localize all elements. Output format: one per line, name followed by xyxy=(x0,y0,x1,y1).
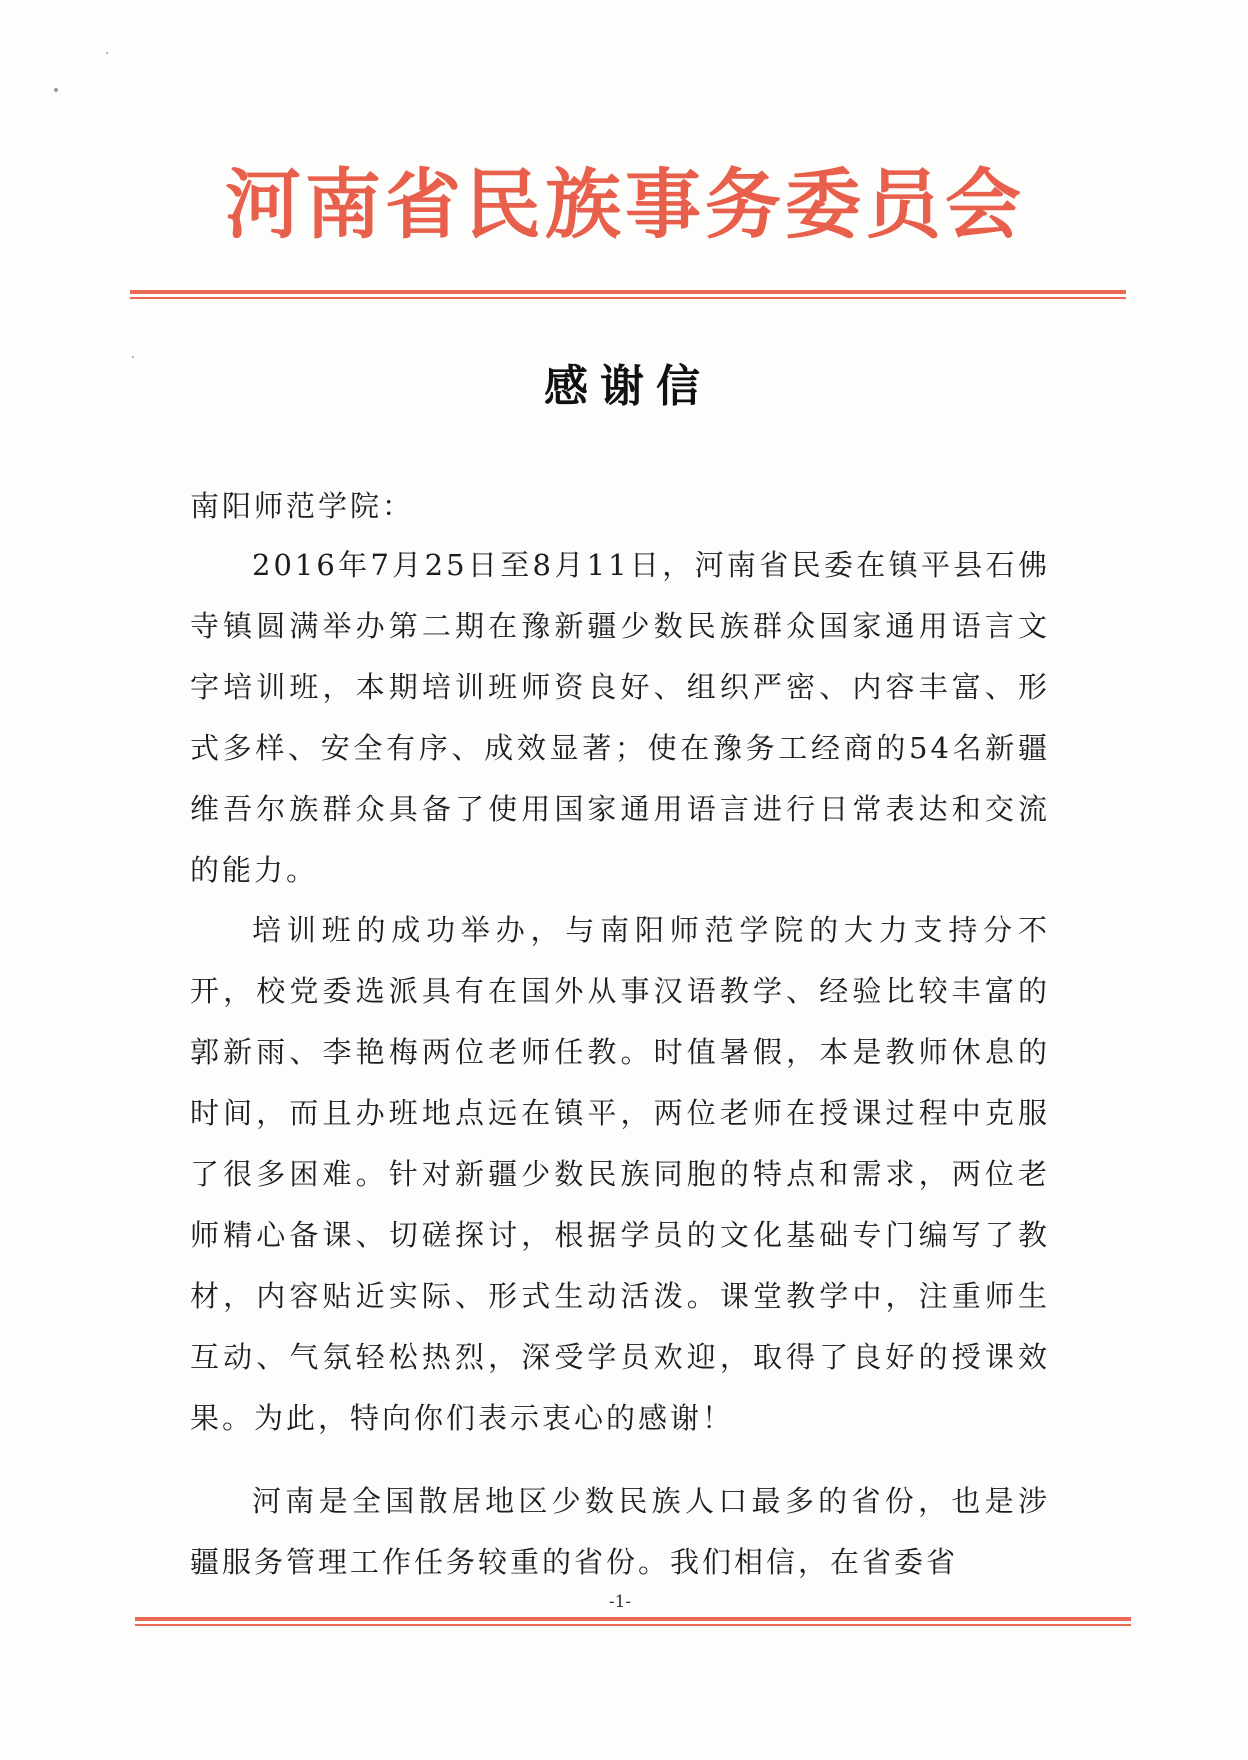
header-divider xyxy=(130,290,1126,294)
scan-speck xyxy=(54,88,58,92)
scan-speck xyxy=(106,52,108,54)
salutation: 南阳师范学院： xyxy=(190,489,415,523)
paragraph-1: 2016年7月25日至8月11日，河南省民委在镇平县石佛寺镇圆满举办第二期在豫新疆少数民族群众国家通用语言文字培训班，本期培训班师资良好、组织严密、内容丰富、形式多样、安全有序、成效显著；使在豫务工经商的54名新疆维吾尔族群众具备了使用国家通用语言进行日常表达和交流的能力。 xyxy=(190,548,1050,887)
paragraph-2: 培训班的成功举办，与南阳师范学院的大力支持分不开，校党委选派具有在国外从事汉语教学、经验比较丰富的郭新雨、李艳梅两位老师任教。时值暑假，本是教师休息的时间，而且办班地点远在镇平，两位老师在授课过程中克服了很多困难。针对新疆少数民族同胞的特点和需求，两位老师精心备课、切磋探讨，根据学员的文化基础专门编写了教材，内容贴近实际、形式生动活泼。课堂教学中，注重师生互动、气氛轻松热烈，深受学员欢迎，取得了良好的授课效果。为此，特向你们表示衷心的感谢！ xyxy=(190,913,1050,1435)
paragraph-3: 河南是全国散居地区少数民族人口最多的省份，也是涉疆服务管理工作任务较重的省份。我们相信，在省委省 xyxy=(190,1484,1050,1579)
footer-divider xyxy=(135,1617,1131,1621)
document-title: 感谢信 xyxy=(544,361,712,412)
letterhead-title: 河南省民族事务委员会 xyxy=(225,160,1025,249)
page-number: -1- xyxy=(608,1592,632,1612)
